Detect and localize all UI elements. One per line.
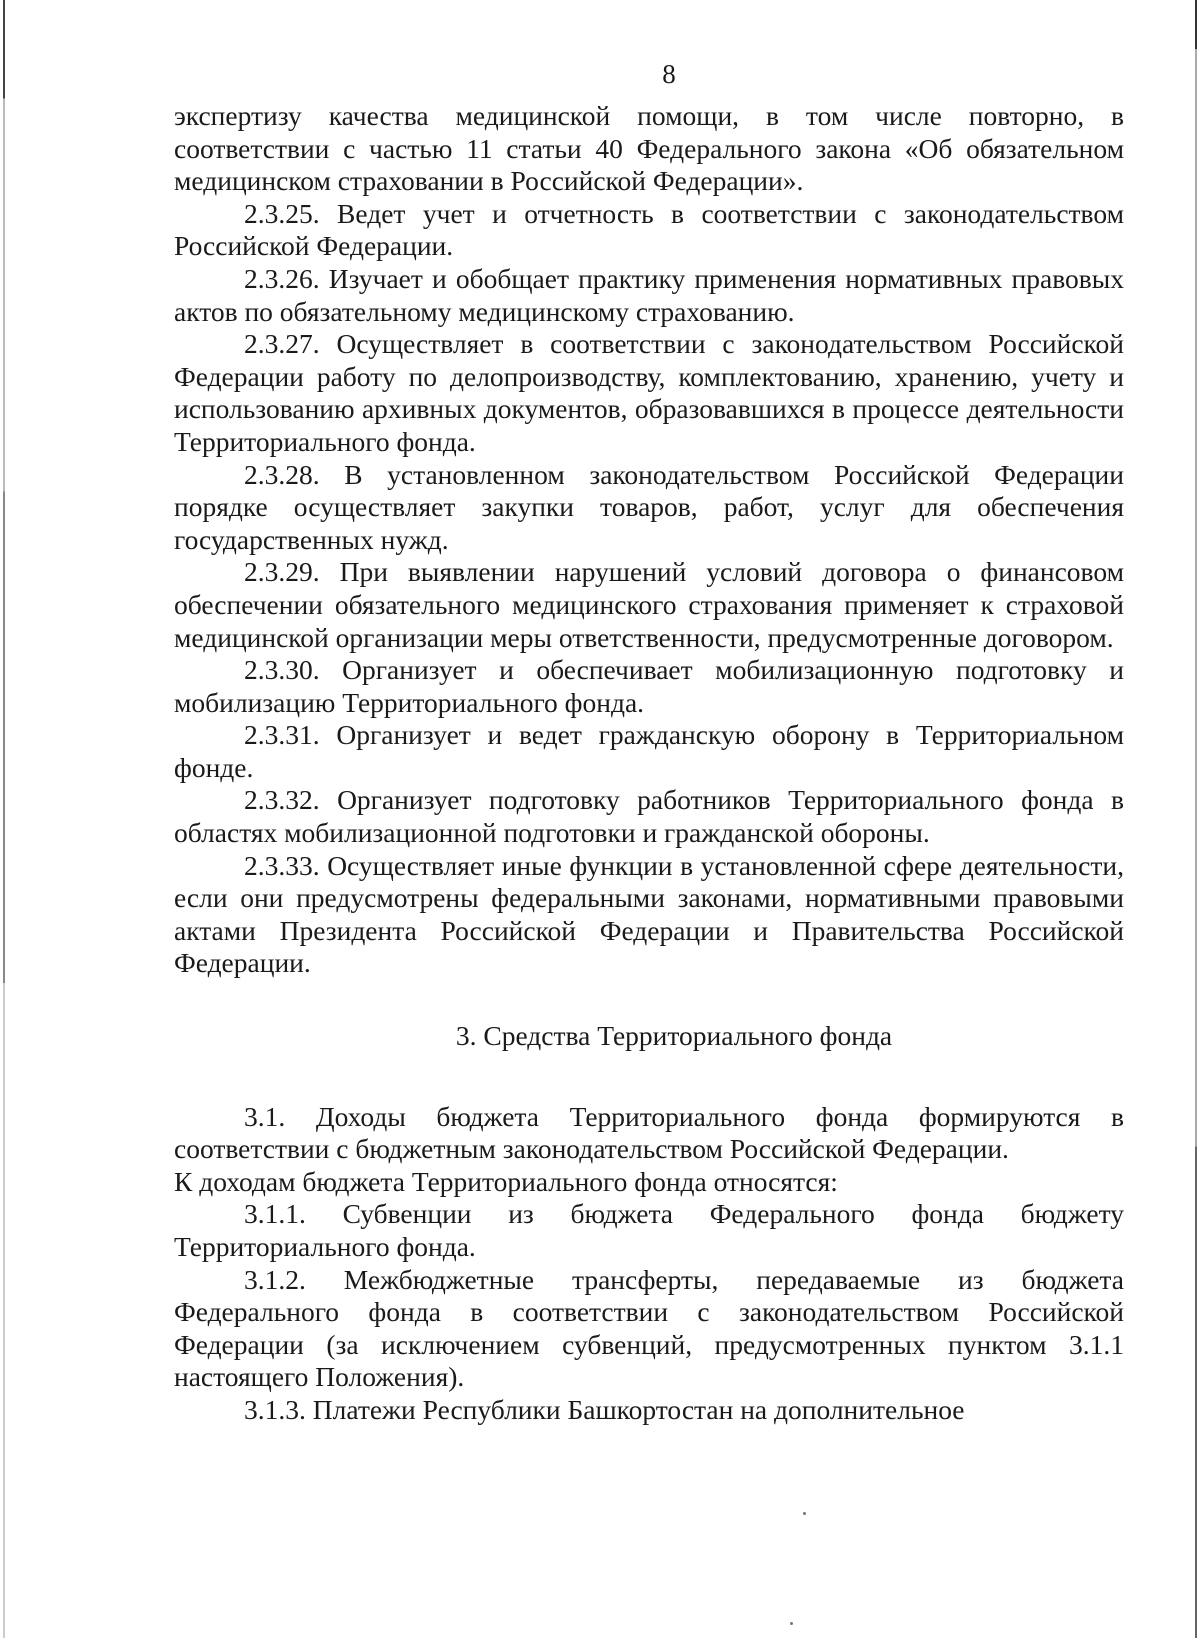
paragraph: 2.3.28. В установленном законодательством Российской Федерации порядке осуществляет закупки товаров, работ, услуг для обеспечения государственных нужд.	[174, 458, 1124, 555]
scan-speck	[803, 1512, 806, 1515]
paragraph: 2.3.32. Организует подготовку работников Территориального фонда в областях мобилизационной подготовки и гражданской обороны.	[174, 784, 1124, 849]
scan-left-edge	[3, 0, 5, 1638]
paragraph: 3.1.1. Субвенции из бюджета Федерального фонда бюджету Территориального фонда.	[174, 1198, 1124, 1262]
paragraph: К доходам бюджета Территориального фонда относятся:	[174, 1165, 838, 1197]
document-page	[174, 58, 1124, 1427]
paragraph: 2.3.27. Осуществляет в соответствии с законодательством Российской Федерации работу по делопроизводству, комплектованию, хранению, учету и использованию архивных документов, образовавшихся в процессе деятельности Территориального фонда.	[174, 328, 1124, 457]
paragraph: 3.1. Доходы бюджета Территориального фонда формируются в соответствии с бюджетным законодательством Российской Федерации.	[174, 1100, 1124, 1165]
paragraphs-before-section	[174, 100, 1124, 980]
paragraph: 2.3.29. При выявлении нарушений условий договора о финансовом обеспечении обязательного медицинского страхования применяет к страховой медицинской организации меры ответственности, предусмотренные договором.	[174, 556, 1124, 653]
section-title: 3. Средства Территориального фонда	[455, 1020, 893, 1052]
scan-right-edge	[1195, 0, 1197, 1638]
page-number: 8	[662, 59, 676, 89]
paragraph: 2.3.33. Осуществляет иные функции в установленной сфере деятельности, если они предусмотрены федеральными законами, нормативными правовыми актами Президента Российской Федерации и Правительства Российской Федерации.	[174, 849, 1124, 979]
paragraph: 3.1.2. Межбюджетные трансферты, передаваемые из бюджета Федерального фонда в соответствии с законодательством Российской Федерации (за исключением субвенций, предусмотренных пунктом 3.1.1 настоящего Положения).	[174, 1263, 1124, 1393]
paragraph: 2.3.31. Организует и ведет гражданскую оборону в Территориальном фонде.	[174, 719, 1124, 783]
paragraph: 3.1.3. Платежи Республики Башкортостан на дополнительное	[244, 1393, 965, 1425]
paragraph: экспертизу качества медицинской помощи, в том числе повторно, в соответствии с частью 11 статьи 40 Федерального закона «Об обязательном медицинском страховании в Российской Федерации».	[174, 100, 1124, 197]
scan-speck	[790, 1622, 793, 1625]
paragraph: 2.3.25. Ведет учет и отчетность в соответствии с законодательством Российской Федерации.	[174, 197, 1124, 262]
paragraphs-after-section	[174, 1101, 1124, 1427]
paragraph: 2.3.30. Организует и обеспечивает мобилизационную подготовку и мобилизацию Территориального фонда.	[174, 654, 1124, 718]
paragraph: 2.3.26. Изучает и обобщает практику применения нормативных правовых актов по обязательному медицинскому страхованию.	[174, 262, 1124, 327]
